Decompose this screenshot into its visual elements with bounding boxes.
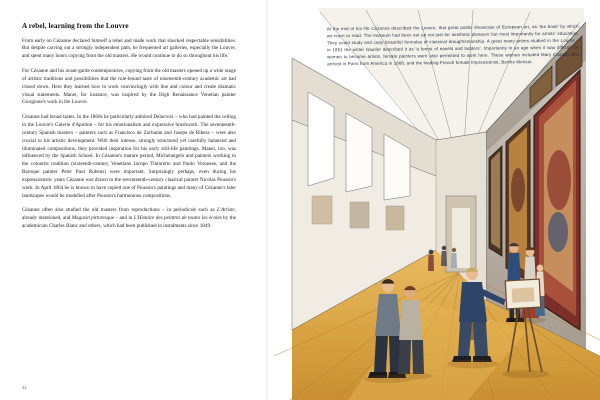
body-text-column <box>22 38 236 238</box>
left-page <box>0 0 268 400</box>
paragraph: Cézanne often also studied the old masters from reproductions – in periodicals such as L'Artiste, already mentioned, and Magasin pittoresque – and in L'Histoire des peintres de toutes les écoles by the academician Charles Blanc and others, which had been published in instalments since 1849. <box>22 207 236 230</box>
page-title: A rebel, learning from the Louvre <box>22 22 129 30</box>
page-number: 22 <box>22 385 27 390</box>
handwritten-caption: At the end of his life Cézanne described the Louvre, that great public showcase of European art, as 'the book' by which we learn to read. The museum had been set up not just for aesthetic pleasure but most importantly for artists' education. They could study and copy beautiful formulas of classical draughtsmanship. A great many artists studied in the Louvre – in 1851 the writer Gautier described it as 'a forest of easels and ladders'. Importantly in an age when it was difficult for women to become artists, female painters were also permitted to work here. These women included Mary Cassatt who arrived in Paris from America in 1866, and the leading French female Impressionist, Berthe Morisot. <box>326 23 580 67</box>
paragraph: Cézanne had broad tastes. In the 1860s he particularly admired Delacroix – who had painted the ceiling in the Louvre's Galerie d'Apollon – for his emotionalism and expressive brushwork. The seventeenth-century Spanish masters – painters such as Francisco de Zurbarán and Jusepe de Ribera – were also crucial to his artistic development. With their intense, strongly structured yet carefully balanced and illuminated compositions, they provided inspiration for his early still-life paintings. Manet, too, was influenced by the Spanish School. In Cézanne's mature period, Michelangelo and painters working in the colourist tradition (sixteenth-century Venetians Jacopo Tintoretto and Paolo Veronese, and the Baroque painter Peter Paul Rubens) were important. Surprisingly perhaps, even during his expressionistic years Cézanne was drawn to the seventeenth-century classical painter Nicolas Poussin's work. In April 1864 he is known to have copied one of Poussin's paintings and many of Cézanne's later landscapes would be modelled after Poussin's harmonious compositions. <box>22 114 236 199</box>
paragraph: From early on Cézanne declared himself a rebel and made work that shocked respectable sensibilities. But despite carving out a strongly independent path, he frequented art galleries, especially the Louvre, and spent many hours copying from the old masters. He would continue to do so throughout his life. <box>22 37 236 60</box>
paragraph: For Cézanne and his avant-garde contemporaries, copying from the old masters opened up a wide range of artistic traditions and possibilities that the rule-bound taste of nineteenth-century academic art had closed down. Here they learned how to work convincingly with line and colour and create dramatic visual statements. Manet, for instance, was inspired by the High Renaissance Venetian painter Giorgione's work in the Louvre. <box>22 68 236 106</box>
right-page <box>268 0 600 400</box>
